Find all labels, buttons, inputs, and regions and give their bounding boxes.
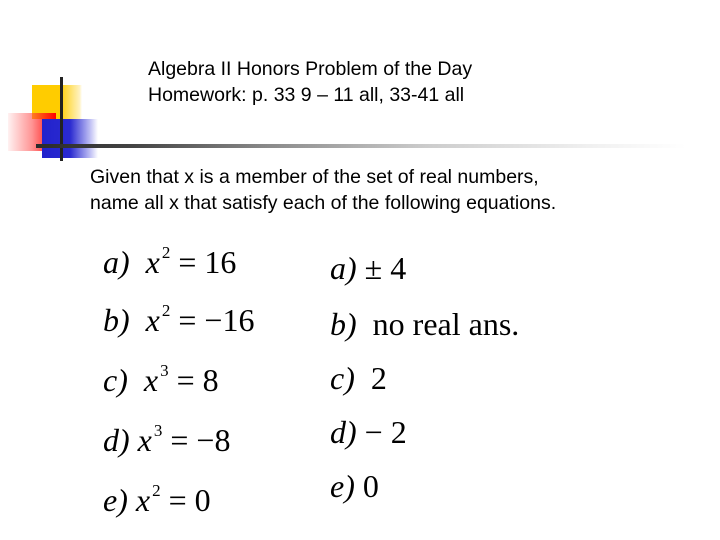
answer-value: ± 4 [364, 250, 407, 286]
equation-rhs: = 8 [176, 362, 219, 398]
answer-d [330, 414, 407, 451]
equation-label: e) [103, 482, 128, 518]
equation-rhs: = −16 [178, 302, 255, 338]
answer-label: d) [330, 414, 357, 450]
answer-value: 0 [362, 468, 379, 504]
answer-e [330, 468, 379, 505]
answer-label: b) [330, 306, 357, 342]
equation-label: b) [103, 302, 130, 338]
equation-variable: x [145, 302, 160, 338]
equation-exponent: 2 [161, 301, 171, 320]
answer-label: a) [330, 250, 357, 286]
answer-b [330, 306, 519, 343]
equation-variable: x [145, 244, 160, 280]
logo-blue-square [42, 119, 98, 158]
equation-d [103, 422, 230, 459]
answer-value: − 2 [364, 414, 407, 450]
equation-c [103, 362, 219, 399]
equation-variable: x [137, 422, 152, 458]
equation-rhs: = −8 [170, 422, 231, 458]
equation-label: d) [103, 422, 130, 458]
answer-a [330, 250, 406, 287]
logo-vertical-line [60, 77, 63, 161]
prompt-line-2: name all x that satisfy each of the following equations. [90, 192, 557, 214]
equation-exponent: 2 [152, 481, 161, 500]
equation-a [103, 244, 236, 281]
answer-label: e) [330, 468, 355, 504]
equation-exponent: 2 [161, 243, 171, 262]
slide-title [148, 56, 472, 108]
equation-b [103, 302, 254, 339]
equation-rhs: = 0 [168, 482, 211, 518]
equation-exponent: 3 [160, 361, 169, 380]
equation-exponent: 3 [153, 421, 163, 440]
equation-variable: x [135, 482, 151, 518]
equation-e [103, 482, 211, 519]
title-line-2: Homework: p. 33 9 – 11 all, 33-41 all [148, 84, 465, 106]
equation-label: c) [103, 362, 128, 398]
title-line-1: Algebra II Honors Problem of the Day [148, 58, 473, 80]
equation-rhs: = 16 [178, 244, 237, 280]
answer-c [330, 360, 387, 397]
title-divider-line [36, 144, 686, 148]
answer-label: c) [330, 360, 355, 396]
prompt-line-1: Given that x is a member of the set of real numbers, [90, 166, 539, 188]
equation-label: a) [103, 244, 130, 280]
problem-prompt [90, 164, 556, 216]
equation-variable: x [143, 362, 159, 398]
answer-value: 2 [370, 360, 387, 396]
answer-value: no real ans. [372, 306, 520, 342]
